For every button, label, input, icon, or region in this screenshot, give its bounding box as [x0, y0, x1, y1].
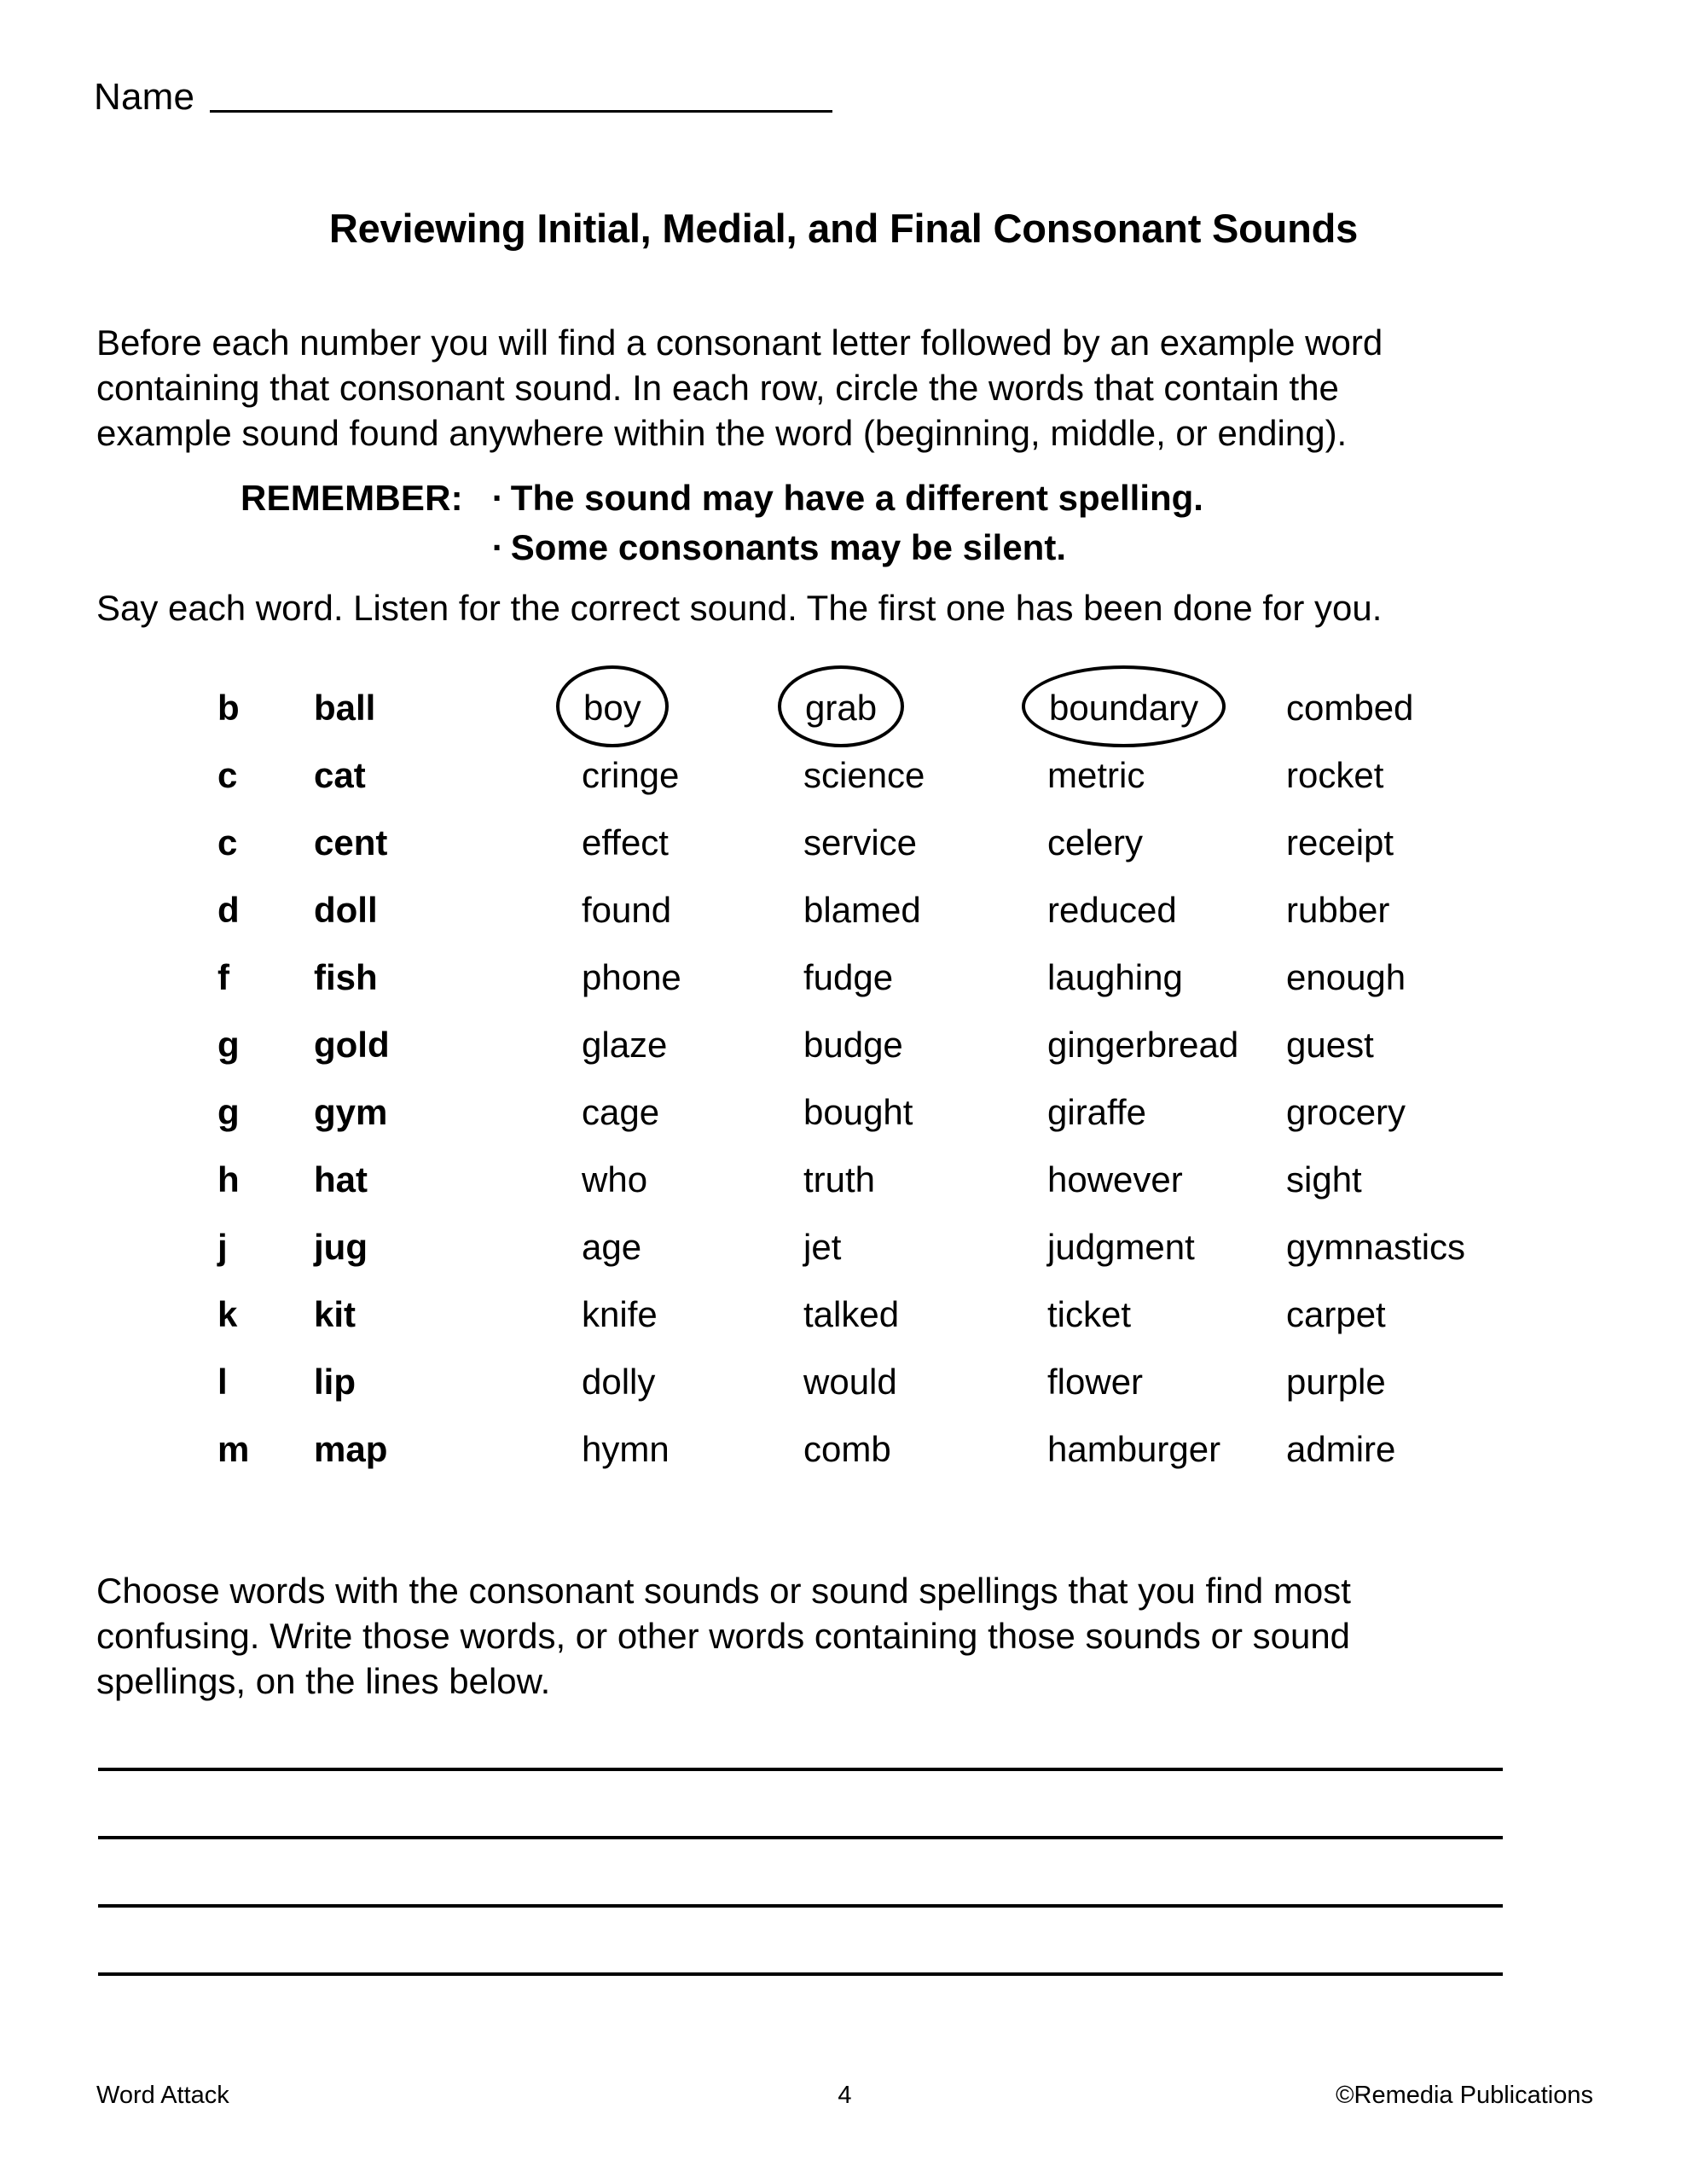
word-choice[interactable] [1286, 1222, 1465, 1273]
word-choice-label: celery [1047, 822, 1144, 863]
word-choice-label: however [1047, 1159, 1183, 1199]
word-choice[interactable] [1286, 682, 1413, 734]
table-row [0, 1356, 1687, 1424]
word-choice-label: budge [803, 1025, 903, 1065]
word-choice[interactable] [582, 1424, 670, 1475]
table-row [0, 1019, 1687, 1087]
word-choice-label: gingerbread [1047, 1025, 1239, 1065]
word-choice[interactable] [1286, 1154, 1362, 1205]
example-word: jug [314, 1227, 368, 1267]
writing-line[interactable] [98, 1836, 1503, 1839]
word-choice[interactable] [582, 1222, 641, 1273]
word-choice-label: comb [803, 1429, 891, 1469]
word-choice[interactable] [1047, 885, 1177, 936]
circled-word[interactable] [803, 682, 878, 734]
table-row [0, 682, 1687, 750]
consonant-letter: m [217, 1429, 250, 1469]
remember-item-text: Some consonants may be silent. [510, 527, 1066, 567]
word-choice-label: service [803, 822, 918, 863]
consonant-letter: l [217, 1362, 228, 1402]
word-choice[interactable] [1047, 1356, 1143, 1408]
word-choice-label: hymn [582, 1429, 670, 1469]
word-choice[interactable] [1286, 750, 1383, 801]
word-choice[interactable] [803, 817, 917, 868]
word-choice-label: flower [1047, 1362, 1144, 1402]
remember-block [241, 476, 1203, 570]
page-footer [96, 2082, 1593, 2110]
table-row [0, 952, 1687, 1019]
consonant-letter: g [217, 1025, 240, 1065]
name-input-line[interactable] [210, 110, 832, 113]
word-choice[interactable] [1047, 1154, 1183, 1205]
word-choice[interactable] [1047, 1222, 1195, 1273]
word-choice[interactable] [582, 885, 671, 936]
word-choice-label: guest [1286, 1025, 1374, 1065]
circled-word[interactable] [582, 682, 643, 734]
word-choice-label: glaze [582, 1025, 668, 1065]
word-choice[interactable] [1286, 1356, 1386, 1408]
footer-book-title: Word Attack [96, 2082, 229, 2109]
consonant-letter: g [217, 1092, 240, 1132]
word-choice-label: metric [1047, 755, 1145, 795]
word-choice-label: found [582, 890, 672, 930]
word-choice[interactable] [1286, 885, 1389, 936]
word-choice[interactable] [1047, 750, 1145, 801]
table-row [0, 1424, 1687, 1491]
consonant-letter: d [217, 890, 240, 930]
word-choice-label: combed [1286, 688, 1414, 728]
word-choice-label: rubber [1286, 890, 1390, 930]
word-choice[interactable] [803, 885, 921, 936]
word-choice-label: who [582, 1159, 648, 1199]
example-word: cent [314, 822, 388, 863]
word-choice-label: would [803, 1362, 897, 1402]
word-choice-label: truth [803, 1159, 876, 1199]
word-choice-label: talked [803, 1294, 900, 1334]
word-choice[interactable] [1286, 817, 1394, 868]
table-row [0, 1087, 1687, 1154]
word-choice-label: ticket [1047, 1294, 1132, 1334]
remember-list [492, 476, 1203, 570]
remember-item [492, 526, 1203, 570]
example-word: kit [314, 1294, 357, 1334]
word-choice[interactable] [803, 1019, 903, 1071]
footer-page-number: 4 [838, 2082, 852, 2109]
word-choice-label: phone [582, 957, 681, 997]
word-choice-label: judgment [1047, 1227, 1195, 1267]
name-field-row [94, 77, 832, 118]
bullet-icon: · [491, 527, 504, 567]
consonant-letter: k [217, 1294, 238, 1334]
word-choice[interactable] [803, 682, 878, 734]
example-word: cat [314, 755, 366, 795]
word-choice-label: reduced [1047, 890, 1177, 930]
table-row [0, 1222, 1687, 1289]
word-choice[interactable] [1047, 1424, 1220, 1475]
word-choice[interactable] [582, 1087, 659, 1138]
word-choice[interactable] [1286, 1289, 1386, 1340]
example-word: gold [314, 1025, 390, 1065]
example-word: map [314, 1429, 388, 1469]
word-choice[interactable] [803, 1087, 913, 1138]
word-choice[interactable] [803, 952, 893, 1003]
word-choice[interactable] [803, 1222, 841, 1273]
intro-paragraph: Before each number you will find a consonant letter followed by an example word containing that consonant sound. In each row, circle the words that contain the example sound found anywhere within the word (beginning, middle, or ending). [96, 322, 1383, 453]
consonant-letter: c [217, 822, 238, 863]
word-choice-label: rocket [1286, 755, 1384, 795]
word-choice-label: cage [582, 1092, 660, 1132]
word-choice-label: boundary [1049, 688, 1199, 728]
footer-copyright: ©Remedia Publications [1336, 2082, 1593, 2109]
word-choice[interactable] [1047, 1019, 1238, 1071]
example-word: hat [314, 1159, 368, 1199]
word-choice[interactable] [803, 1356, 897, 1408]
table-row [0, 817, 1687, 885]
word-choice[interactable] [803, 750, 925, 801]
word-choice[interactable] [1286, 952, 1406, 1003]
word-choice[interactable] [582, 1019, 667, 1071]
writing-line[interactable] [98, 1768, 1503, 1771]
word-choice[interactable] [582, 750, 679, 801]
word-choice-label: carpet [1286, 1294, 1386, 1334]
word-choice-label: receipt [1286, 822, 1394, 863]
word-choice-label: hamburger [1047, 1429, 1221, 1469]
word-choice[interactable] [803, 1154, 875, 1205]
word-choice[interactable] [1286, 1019, 1374, 1071]
word-choice-label: boy [583, 688, 641, 728]
word-choice-label: fudge [803, 957, 894, 997]
remember-item-text: The sound may have a different spelling. [510, 478, 1203, 518]
example-word: lip [314, 1362, 356, 1402]
word-choice[interactable] [1286, 1424, 1395, 1475]
example-word: doll [314, 890, 378, 930]
word-choice-label: purple [1286, 1362, 1386, 1402]
word-choice-label: sight [1286, 1159, 1362, 1199]
word-choice[interactable] [803, 1424, 891, 1475]
say-each-word-instruction: Say each word. Listen for the correct sound. The first one has been done for you. [96, 588, 1383, 628]
example-word: gym [314, 1092, 388, 1132]
word-choice-label: laughing [1047, 957, 1183, 997]
word-choice-label: grab [805, 688, 878, 728]
word-choice-label: age [582, 1227, 642, 1267]
word-choice-label: dolly [582, 1362, 656, 1402]
consonant-letter: f [217, 957, 229, 997]
word-choice[interactable] [582, 952, 681, 1003]
word-choice[interactable] [582, 1289, 658, 1340]
name-label: Name [94, 76, 195, 118]
consonant-letter: h [217, 1159, 240, 1199]
bullet-icon: · [491, 478, 504, 518]
word-choice-label: admire [1286, 1429, 1396, 1469]
word-choice[interactable] [1047, 1289, 1131, 1340]
outro-paragraph: Choose words with the consonant sounds or sound spellings that you find most confusing. Write those words, or other words containing those sounds or sound spellings, on the lines below. [96, 1571, 1351, 1701]
table-row [0, 750, 1687, 817]
table-row [0, 885, 1687, 952]
table-row [0, 1154, 1687, 1222]
answer-writing-lines [98, 1768, 1503, 1976]
word-choice[interactable] [1047, 1087, 1146, 1138]
word-choice-label: effect [582, 822, 669, 863]
word-choice[interactable] [582, 1356, 655, 1408]
word-choice-label: gymnastics [1286, 1227, 1466, 1267]
word-choice[interactable] [1047, 817, 1143, 868]
remember-label: REMEMBER: [241, 478, 463, 518]
word-choice[interactable] [1047, 682, 1200, 734]
consonant-word-table [0, 682, 1687, 1491]
example-word: ball [314, 688, 376, 728]
circled-word[interactable] [1047, 682, 1200, 734]
word-choice[interactable] [582, 817, 669, 868]
example-word: fish [314, 957, 378, 997]
word-choice-label: blamed [803, 890, 921, 930]
word-choice-label: knife [582, 1294, 658, 1334]
word-choice-label: bought [803, 1092, 913, 1132]
word-choice-label: giraffe [1047, 1092, 1146, 1132]
consonant-letter: c [217, 755, 238, 795]
table-row [0, 1289, 1687, 1356]
word-choice[interactable] [1047, 952, 1183, 1003]
page-title: Reviewing Initial, Medial, and Final Consonant Sounds [328, 206, 1359, 251]
word-choice[interactable] [803, 1289, 899, 1340]
word-choice-label: enough [1286, 957, 1406, 997]
remember-item [492, 476, 1203, 520]
writing-line[interactable] [98, 1972, 1503, 1976]
word-choice[interactable] [582, 682, 643, 734]
word-choice-label: grocery [1286, 1092, 1406, 1132]
consonant-letter: b [217, 688, 240, 728]
word-choice-label: jet [803, 1227, 842, 1267]
word-choice[interactable] [1286, 1087, 1406, 1138]
word-choice[interactable] [582, 1154, 647, 1205]
consonant-letter: j [217, 1227, 228, 1267]
word-choice-label: science [803, 755, 925, 795]
writing-line[interactable] [98, 1904, 1503, 1908]
word-choice-label: cringe [582, 755, 680, 795]
